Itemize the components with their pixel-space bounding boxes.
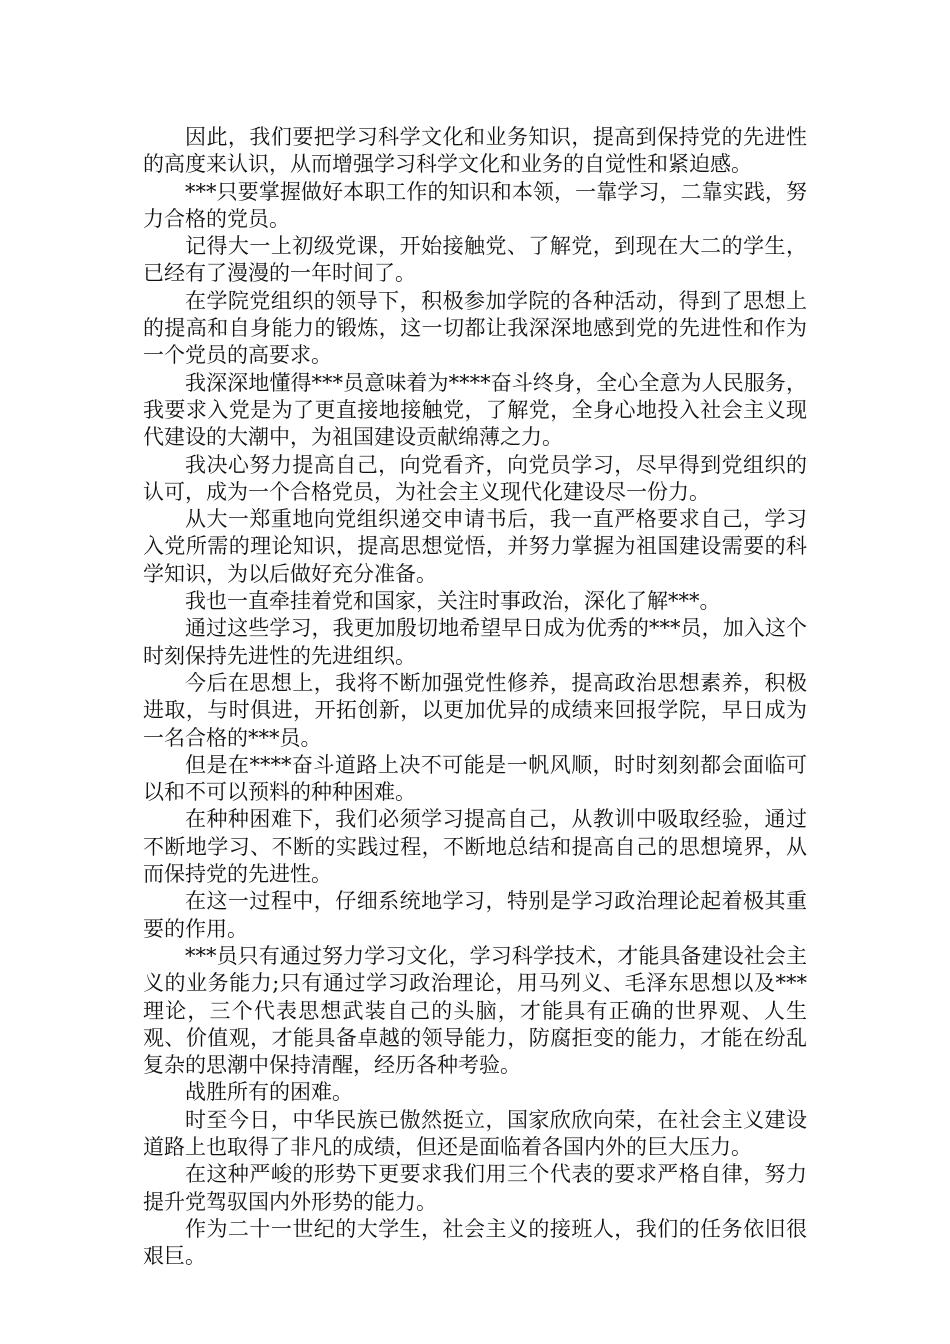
paragraph-4: 在学院党组织的领导下，积极参加学院的各种活动，得到了思想上的提高和自身能力的锻炼，这一切都让我深深地感到党的先进性和作为一个党员的高要求。 [143,288,807,368]
paragraph-2: ***只要掌握做好本职工作的知识和本领，一靠学习，二靠实践，努力合格的党员。 [143,179,807,231]
paragraph-11: 但是在****奋斗道路上决不可能是一帆风顺，时时刻刻都会面临可以和不可以预料的种种困难。 [143,752,807,805]
paragraph-1: 因此，我们要把学习科学文化和业务知识，提高到保持党的先进性的高度来认识，从而增强学习科学文化和业务的自觉性和紧迫感。 [143,125,807,177]
paragraph-6: 我决心努力提高自己，向党看齐，向党员学习，尽早得到党组织的认可，成为一个合格党员，为社会主义现代化建设尽一份力。 [143,452,807,504]
paragraph-14: ***员只有通过努力学习文化，学习科学技术，才能具备建设社会主义的业务能力;只有通过学习政治理论，用马列义、毛泽东思想以及***理论，三个代表思想武装自己的头脑，才能具有正确的世界观、人生观、价值观，才能具备卓越的领导能力，防腐拒变的能力，才能在纷乱复杂的思潮中保持清醒，经历各种考验。 [143,943,807,1078]
paragraph-7: 从大一郑重地向党组织递交申请书后，我一直严格要求自己，学习入党所需的理论知识，提高思想觉悟，并努力掌握为祖国建设需要的科学知识，为以后做好充分准备。 [143,507,807,586]
paragraph-13: 在这一过程中，仔细系统地学习，特别是学习政治理论起着极其重要的作用。 [143,889,807,941]
paragraph-17: 在这种严峻的形势下更要求我们用三个代表的要求严格自律，努力提升党驾驭国内外形势的能力。 [143,1162,807,1214]
paragraph-3: 记得大一上初级党课，开始接触党、了解党，到现在大二的学生，已经有了漫漫的一年时间了。 [143,234,807,286]
paragraph-10: 今后在思想上，我将不断加强党性修养，提高政治思想素养，积极进取，与时俱进，开拓创新，以更加优异的成绩来回报学院，早日成为一名合格的***员。 [143,670,807,750]
document-body [143,124,807,1270]
paragraph-8: 我也一直牵挂着党和国家，关注时事政治，深化了解***。 [185,589,721,614]
paragraph-9: 通过这些学习，我更加殷切地希望早日成为优秀的***员，加入这个时刻保持先进性的先进组织。 [143,616,807,668]
paragraph-5: 我深深地懂得***员意味着为****奋斗终身，全心全意为人民服务，我要求入党是为了更直接地接触党，了解党，全身心地投入社会主义现代建设的大潮中，为祖国建设贡献绵薄之力。 [143,370,807,450]
paragraph-12: 在种种困难下，我们必须学习提高自己，从教训中吸取经验，通过不断地学习、不断的实践过程，不断地总结和提高自己的思想境界，从而保持党的先进性。 [143,807,807,887]
paragraph-15: 战胜所有的困难。 [185,1080,353,1105]
paragraph-16: 时至今日，中华民族已傲然挺立，国家欣欣向荣，在社会主义建设道路上也取得了非凡的成绩，但还是面临着各国内外的巨大压力。 [143,1107,807,1159]
paragraph-18: 作为二十一世纪的大学生，社会主义的接班人，我们的任务依旧很艰巨。 [143,1216,807,1269]
